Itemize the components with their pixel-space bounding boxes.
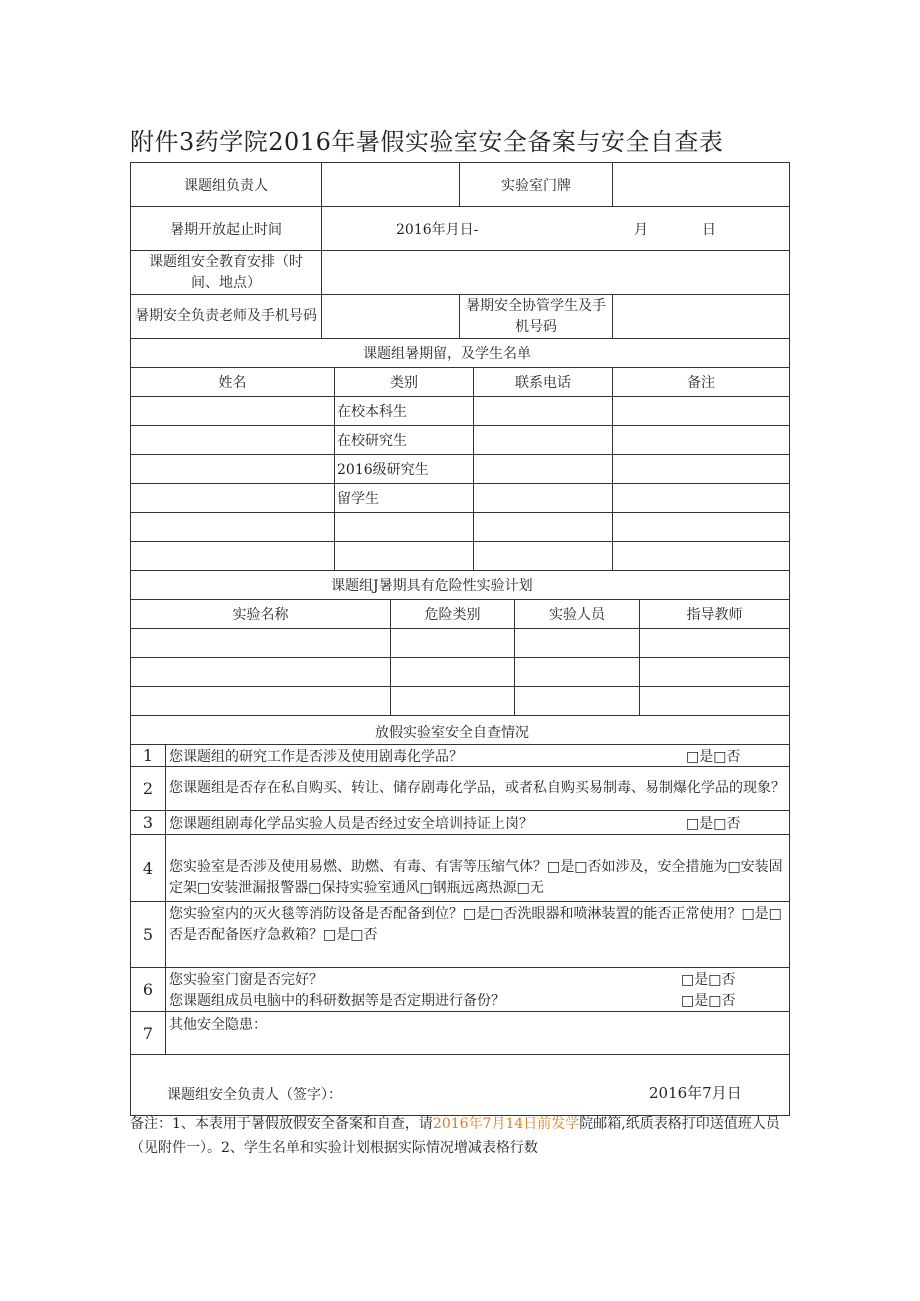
footnote-deadline: 2016年7月14日前发学 (432, 1116, 580, 1132)
experiment-hazard-cell[interactable] (390, 629, 514, 657)
experiment-row (130, 657, 790, 686)
student-row (130, 454, 790, 483)
experiments-header-name: 实验名称 (232, 607, 289, 623)
experiment-hazard-cell[interactable] (390, 658, 514, 686)
selfcheck-question: 您课题组的研究工作是否涉及使用剧毒化学品？ (169, 748, 463, 765)
experiments-header-staff: 实验人员 (514, 600, 639, 628)
experiment-advisor-cell[interactable] (639, 687, 789, 715)
contacts-row (130, 294, 790, 338)
selfcheck-item-7 (130, 1011, 790, 1054)
yes-no-checkbox[interactable]: □是□否 (681, 972, 736, 988)
student-name-cell[interactable] (131, 397, 334, 425)
period-label: 暑期开放起止时间 (170, 221, 282, 238)
student-remark-cell[interactable] (612, 455, 789, 483)
page-title: 附件3药学院2016年暑假实验室安全备案与安全自查表 (130, 128, 724, 156)
assist-label: 暑期安全协管学生及手机号码 (459, 295, 612, 338)
student-phone-cell[interactable] (473, 542, 612, 570)
yes-no-checkbox[interactable]: □是□否 (681, 993, 736, 1009)
selfcheck-number: 4 (142, 858, 154, 878)
other-hazards-field[interactable]: 其他安全隐患： (165, 1012, 789, 1054)
signature-label: 课题组安全负责人（签字）： (167, 1087, 342, 1103)
experiment-name-cell[interactable] (131, 687, 390, 715)
student-name-cell[interactable] (131, 455, 334, 483)
student-name-cell[interactable] (131, 513, 334, 541)
student-remark-cell[interactable] (612, 542, 789, 570)
education-row (130, 250, 790, 294)
student-phone-cell[interactable] (473, 455, 612, 483)
student-row (130, 425, 790, 454)
selfcheck-number: 1 (142, 746, 154, 765)
footnote-text: 备注：1、本表用于暑假放假安全备案和自查，请 (130, 1116, 433, 1132)
selfcheck-item-6 (130, 967, 790, 1011)
selfcheck-question: 您课题组剧毒化学品实验人员是否经过安全培训持证上岗？ (169, 815, 533, 832)
safety-form (130, 162, 790, 1116)
student-remark-cell[interactable] (612, 513, 789, 541)
experiment-row (130, 686, 790, 715)
experiments-section-row (130, 570, 790, 599)
education-label: 课题组安全教育安排（时间、地点） (149, 253, 303, 291)
teacher-input-cell[interactable] (321, 295, 459, 338)
period-day: 日 (702, 221, 716, 238)
experiment-advisor-cell[interactable] (639, 658, 789, 686)
students-header-remark: 备注 (612, 368, 789, 396)
student-remark-cell[interactable] (612, 484, 789, 512)
student-row (130, 483, 790, 512)
period-row (130, 206, 790, 250)
students-section-title: 课题组暑期留，及学生名单 (363, 346, 531, 362)
experiment-advisor-cell[interactable] (639, 629, 789, 657)
student-category: 在校本科生 (334, 397, 473, 425)
yes-no-checkbox[interactable]: □是□否 (686, 815, 741, 832)
selfcheck-question: 您课题组是否存在私自购买、转让、储存剧毒化学品，或者私自购买易制毒、易制爆化学品的现象？ (165, 767, 789, 810)
leader-row (130, 162, 790, 206)
signature-date: 2016年7月日 (649, 1084, 742, 1102)
student-remark-cell[interactable] (612, 397, 789, 425)
student-phone-cell[interactable] (473, 397, 612, 425)
experiments-header-hazard: 危险类别 (390, 600, 514, 628)
education-input-cell[interactable] (321, 251, 789, 294)
students-header-type: 类别 (334, 368, 473, 396)
period-start: 2016年月日- (396, 221, 479, 238)
selfcheck-section-title: 放假实验室安全自查情况 (375, 725, 529, 741)
selfcheck-item-3 (130, 810, 790, 834)
students-section-row (130, 338, 790, 367)
experiment-staff-cell[interactable] (514, 658, 639, 686)
student-category: 在校研究生 (334, 426, 473, 454)
door-input-cell[interactable] (612, 163, 789, 206)
experiments-header-advisor: 指导教师 (639, 600, 789, 628)
student-category[interactable] (334, 542, 473, 570)
experiment-name-cell[interactable] (131, 658, 390, 686)
selfcheck-question: 您实验室是否涉及使用易燃、助燃、有毒、有害等压缩气体？□是□否如涉及，安全措施为□安装固定架□安装泄漏报警器□保持实验室通风□钢瓶远离热源□无 (165, 835, 789, 901)
students-header-row (130, 367, 790, 396)
selfcheck-number: 7 (142, 1023, 154, 1043)
period-input-cell[interactable] (321, 207, 789, 250)
selfcheck-item-1 (130, 744, 790, 766)
yes-no-checkbox[interactable]: □是□否 (686, 748, 741, 765)
leader-input-cell[interactable] (321, 163, 459, 206)
student-row (130, 512, 790, 541)
experiment-staff-cell[interactable] (514, 629, 639, 657)
experiment-row (130, 628, 790, 657)
student-name-cell[interactable] (131, 484, 334, 512)
selfcheck-question: 您实验室门窗是否完好？ (169, 972, 323, 988)
student-row (130, 541, 790, 570)
student-phone-cell[interactable] (473, 513, 612, 541)
signature-row (130, 1054, 790, 1116)
student-phone-cell[interactable] (473, 426, 612, 454)
selfcheck-item-4 (130, 834, 790, 901)
leader-label: 课题组负责人 (184, 177, 268, 194)
period-month: 月 (634, 221, 648, 238)
footnote-text-cont: 院邮箱,纸质表格打印送值班人员（见附件一）。2、学生名单和实验计划根据实际情况增减表格行数 (130, 1116, 780, 1156)
assist-input-cell[interactable] (612, 295, 789, 338)
student-remark-cell[interactable] (612, 426, 789, 454)
selfcheck-item-2 (130, 766, 790, 810)
selfcheck-number: 3 (142, 813, 154, 832)
selfcheck-item-5 (130, 901, 790, 967)
student-name-cell[interactable] (131, 426, 334, 454)
students-header-name: 姓名 (218, 375, 247, 391)
teacher-label: 暑期安全负责老师及手机号码 (135, 308, 317, 324)
student-category[interactable] (334, 513, 473, 541)
selfcheck-number: 6 (142, 980, 154, 999)
student-row (130, 396, 790, 425)
experiment-name-cell[interactable] (131, 629, 390, 657)
selfcheck-question: 您实验室内的灭火毯等消防设备是否配备到位？□是□否洗眼器和喷淋装置的能否正常使用？□是□否是否配备医疗急救箱？□是□否 (165, 902, 789, 967)
experiment-hazard-cell[interactable] (390, 687, 514, 715)
student-category: 留学生 (334, 484, 473, 512)
student-name-cell[interactable] (131, 542, 334, 570)
selfcheck-number: 5 (142, 925, 154, 944)
experiments-section-title: 课题组J暑期具有危险性实验计划 (331, 578, 533, 594)
selfcheck-question: 您课题组成员电脑中的科研数据等是否定期进行备份？ (169, 993, 505, 1009)
experiment-staff-cell[interactable] (514, 687, 639, 715)
students-header-phone: 联系电话 (473, 368, 612, 396)
selfcheck-section-row (130, 715, 790, 744)
student-phone-cell[interactable] (473, 484, 612, 512)
door-label: 实验室门牌 (459, 163, 612, 206)
footnote (130, 1112, 790, 1160)
student-category: 2016级研究生 (334, 455, 473, 483)
experiments-header-row (130, 599, 790, 628)
selfcheck-number: 2 (142, 779, 154, 798)
